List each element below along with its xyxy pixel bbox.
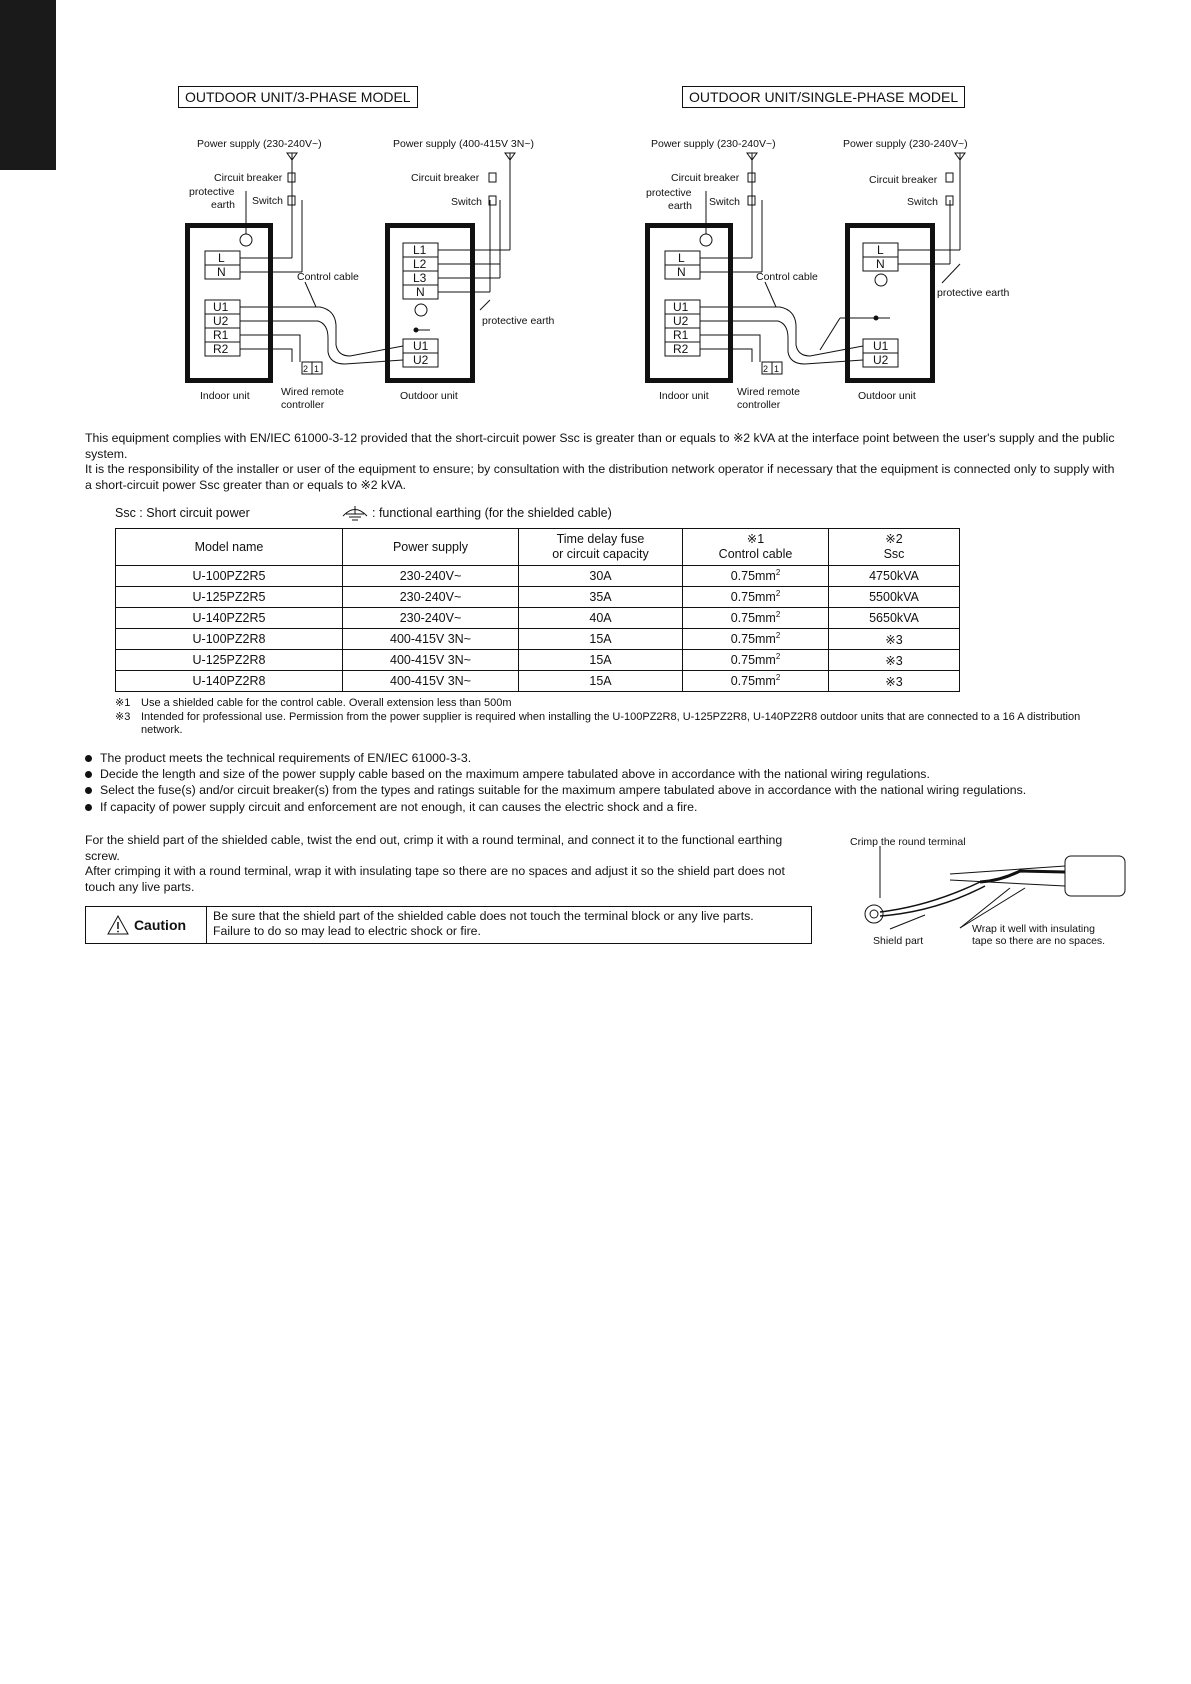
caution-text — [207, 907, 811, 943]
power-supply-outdoor-1p: Power supply (230-240V~) — [843, 138, 968, 150]
caution-label: Caution — [133, 917, 187, 933]
cell: 400-415V 3N~ — [343, 650, 519, 671]
terminal-label: L2 — [413, 257, 427, 271]
terminal-label: U2 — [413, 353, 429, 367]
list-item: The product meets the technical requirements of EN/IEC 61000-3-3. — [85, 750, 1026, 766]
terminal-label: R2 — [673, 342, 689, 356]
header-text: Power supply — [392, 539, 469, 554]
cell: 230-240V~ — [343, 566, 519, 587]
control-cable-label: Control cable — [297, 271, 359, 283]
table-row — [116, 629, 960, 650]
terminal-label: U1 — [413, 339, 429, 353]
terminal-label: N — [217, 265, 226, 279]
compliance-text — [85, 431, 1115, 493]
functional-earth-icon — [340, 505, 370, 523]
shield-line-2: After crimping it with a round terminal, wrap it with insulating tape so there are no spaces and adjust it so the shield part does not touch any live parts. — [85, 864, 785, 894]
caution-line-1: Be sure that the shield part of the shielded cable does not touch the terminal block or any live parts. — [213, 909, 754, 923]
header-text: ※1 — [746, 532, 765, 546]
circuit-breaker-label: Circuit breaker — [411, 172, 480, 184]
diagram-3phase-drawing — [188, 153, 516, 381]
power-supply-outdoor-3p: Power supply (400-415V 3N~) — [393, 138, 534, 150]
terminal-label: L — [877, 243, 884, 257]
cell: U-100PZ2R8 — [116, 629, 343, 650]
header-text: Time delay fuse — [556, 532, 645, 546]
cell: U-125PZ2R5 — [116, 587, 343, 608]
compliance-line-1: This equipment complies with EN/IEC 61000-3-12 provided that the short-circuit power Ssc is greater than or equals to ※2 kVA at the interface point between the user's supply and the public system. — [85, 431, 1115, 461]
requirements-list — [85, 750, 1026, 815]
switch-label: Switch — [907, 196, 938, 208]
col-header-control-cable — [683, 529, 829, 566]
outdoor-unit-label: Outdoor unit — [400, 390, 458, 402]
cell: ※3 — [829, 629, 960, 650]
col-header-model — [116, 529, 343, 566]
cell: $0.75mm^2$ — [683, 608, 829, 629]
wired-remote-label: Wired remote — [737, 386, 801, 398]
wired-remote-label: controller — [281, 399, 325, 411]
col-header-ssc — [829, 529, 960, 566]
cell: 40A — [519, 608, 683, 629]
cell: 230-240V~ — [343, 608, 519, 629]
remote-terminal-label: 1 — [774, 364, 780, 374]
caution-box — [85, 906, 812, 944]
cell: $0.75mm^2$ — [683, 650, 829, 671]
list-item: If capacity of power supply circuit and enforcement are not enough, it can causes the electric shock and a fire. — [85, 799, 1026, 815]
circuit-breaker-label: Circuit breaker — [869, 174, 938, 186]
cell: U-125PZ2R8 — [116, 650, 343, 671]
cell: U-140PZ2R5 — [116, 608, 343, 629]
caution-header — [86, 907, 207, 943]
list-item: Decide the length and size of the power supply cable based on the maximum ampere tabulated above in accordance with the national wiring regulations. — [85, 766, 1026, 782]
outdoor-unit-label: Outdoor unit — [858, 390, 916, 402]
shield-part-label: Shield part — [873, 935, 924, 947]
diagram-1phase-drawing — [648, 153, 966, 381]
header-text: or circuit capacity — [552, 547, 649, 561]
caution-line-2: Failure to do so may lead to electric shock or fire. — [213, 924, 481, 938]
terminal-label: U1 — [213, 300, 229, 314]
header-text: Control cable — [718, 547, 793, 561]
wired-remote-label: Wired remote — [281, 386, 345, 398]
terminal-label: N — [677, 265, 686, 279]
terminal-label: R1 — [213, 328, 229, 342]
indoor-unit-box-1p — [648, 226, 731, 381]
remote-terminal-label: 2 — [303, 364, 309, 374]
note-3: ※3 Intended for professional use. Permission from the power supplier is required when installing the U-100PZ2R8, U-125PZ2R8, U-140PZ2R8 outdoor units that are connected to a 16 A distribution network. — [115, 710, 1081, 736]
terminal-label: N — [876, 257, 885, 271]
terminal-label: L — [218, 251, 225, 265]
protective-earth-label: earth — [668, 200, 692, 212]
crimp-terminal-label: Crimp the round terminal — [850, 836, 966, 848]
protective-earth-label: protective — [646, 187, 692, 199]
cell: 35A — [519, 587, 683, 608]
switch-label: Switch — [252, 195, 283, 207]
cell: ※3 — [829, 671, 960, 692]
terminal-label: U2 — [213, 314, 229, 328]
table-row — [116, 587, 960, 608]
cell: U-140PZ2R8 — [116, 671, 343, 692]
cell: $0.75mm^2$ — [683, 629, 829, 650]
indoor-unit-box-3p — [188, 226, 271, 381]
wired-remote-label: controller — [737, 399, 781, 411]
diagram-1phase-title: OUTDOOR UNIT/SINGLE-PHASE MODEL — [682, 86, 965, 108]
shield-instructions — [85, 833, 805, 895]
indoor-unit-label: Indoor unit — [659, 390, 709, 402]
compliance-line-2: It is the responsibility of the installer or user of the equipment to ensure; by consultation with the distribution network operator if necessary that the equipment is connected only to supply with a short-circuit power Ssc greater than or equals to ※2 kVA. — [85, 462, 1115, 492]
functional-earthing-legend: : functional earthing (for the shielded cable) — [372, 506, 612, 520]
terminal-label: R2 — [213, 342, 229, 356]
cell: U-100PZ2R5 — [116, 566, 343, 587]
cell: ※3 — [829, 650, 960, 671]
table-row — [116, 566, 960, 587]
header-text: ※2 — [885, 532, 903, 546]
diagram-3phase-title: OUTDOOR UNIT/3-PHASE MODEL — [178, 86, 418, 108]
circuit-breaker-label: Circuit breaker — [214, 172, 283, 184]
protective-earth-label: earth — [211, 199, 235, 211]
power-supply-indoor-1p: Power supply (230-240V~) — [651, 138, 776, 150]
table-header-row — [116, 529, 960, 566]
terminal-label: R1 — [673, 328, 689, 342]
header-text: Ssc — [883, 547, 905, 561]
wiring-diagrams — [0, 0, 1191, 420]
cell: 5500kVA — [829, 587, 960, 608]
switch-label: Switch — [709, 196, 740, 208]
cell: 230-240V~ — [343, 587, 519, 608]
terminal-label: L — [678, 251, 685, 265]
remote-terminal-label: 2 — [763, 364, 769, 374]
cell: 5650kVA — [829, 608, 960, 629]
wrap-label: Wrap it well with insulating — [972, 923, 1095, 935]
ssc-legend: Ssc : Short circuit power — [115, 506, 250, 520]
header-text: Model name — [194, 539, 264, 554]
outdoor-unit-box-1p — [848, 226, 933, 381]
spec-table — [115, 528, 960, 692]
cell: 15A — [519, 629, 683, 650]
cell: 15A — [519, 671, 683, 692]
table-row — [116, 671, 960, 692]
cell: 4750kVA — [829, 566, 960, 587]
cell: 15A — [519, 650, 683, 671]
table-notes — [115, 697, 1095, 738]
indoor-unit-label: Indoor unit — [200, 390, 250, 402]
cell: $0.75mm^2$ — [683, 566, 829, 587]
cell: $0.75mm^2$ — [683, 671, 829, 692]
note-1: ※1 Use a shielded cable for the control cable. Overall extension less than 500m — [115, 697, 512, 709]
cell: $0.75mm^2$ — [683, 587, 829, 608]
cell: 30A — [519, 566, 683, 587]
circuit-breaker-label: Circuit breaker — [671, 172, 740, 184]
protective-earth-outdoor-label: protective earth — [482, 315, 555, 327]
outdoor-unit-box-3p — [388, 226, 473, 381]
switch-label: Switch — [451, 196, 482, 208]
control-cable-label: Control cable — [756, 271, 818, 283]
protective-earth-outdoor-label: protective earth — [937, 287, 1010, 299]
terminal-label: U1 — [873, 339, 889, 353]
col-header-power — [343, 529, 519, 566]
terminal-label: U2 — [673, 314, 689, 328]
table-row — [116, 608, 960, 629]
warning-triangle-icon — [106, 914, 130, 936]
terminal-label: L3 — [413, 271, 427, 285]
table-row — [116, 650, 960, 671]
power-supply-indoor-3p: Power supply (230-240V~) — [197, 138, 322, 150]
col-header-fuse — [519, 529, 683, 566]
remote-terminal-label: 1 — [314, 364, 320, 374]
terminal-label: U2 — [873, 353, 889, 367]
list-item: Select the fuse(s) and/or circuit breaker(s) from the types and ratings suitable for the maximum ampere tabulated above in accordance with the national wiring regulations. — [85, 782, 1026, 798]
cell: 400-415V 3N~ — [343, 671, 519, 692]
terminal-label: U1 — [673, 300, 689, 314]
protective-earth-label: protective — [189, 186, 235, 198]
cell: 400-415V 3N~ — [343, 629, 519, 650]
terminal-label: L1 — [413, 243, 427, 257]
shield-line-1: For the shield part of the shielded cable, twist the end out, crimp it with a round terminal, and connect it to the functional earthing screw. — [85, 833, 783, 863]
terminal-label: N — [416, 285, 425, 299]
wrap-label: tape so there are no spaces. — [972, 935, 1106, 947]
